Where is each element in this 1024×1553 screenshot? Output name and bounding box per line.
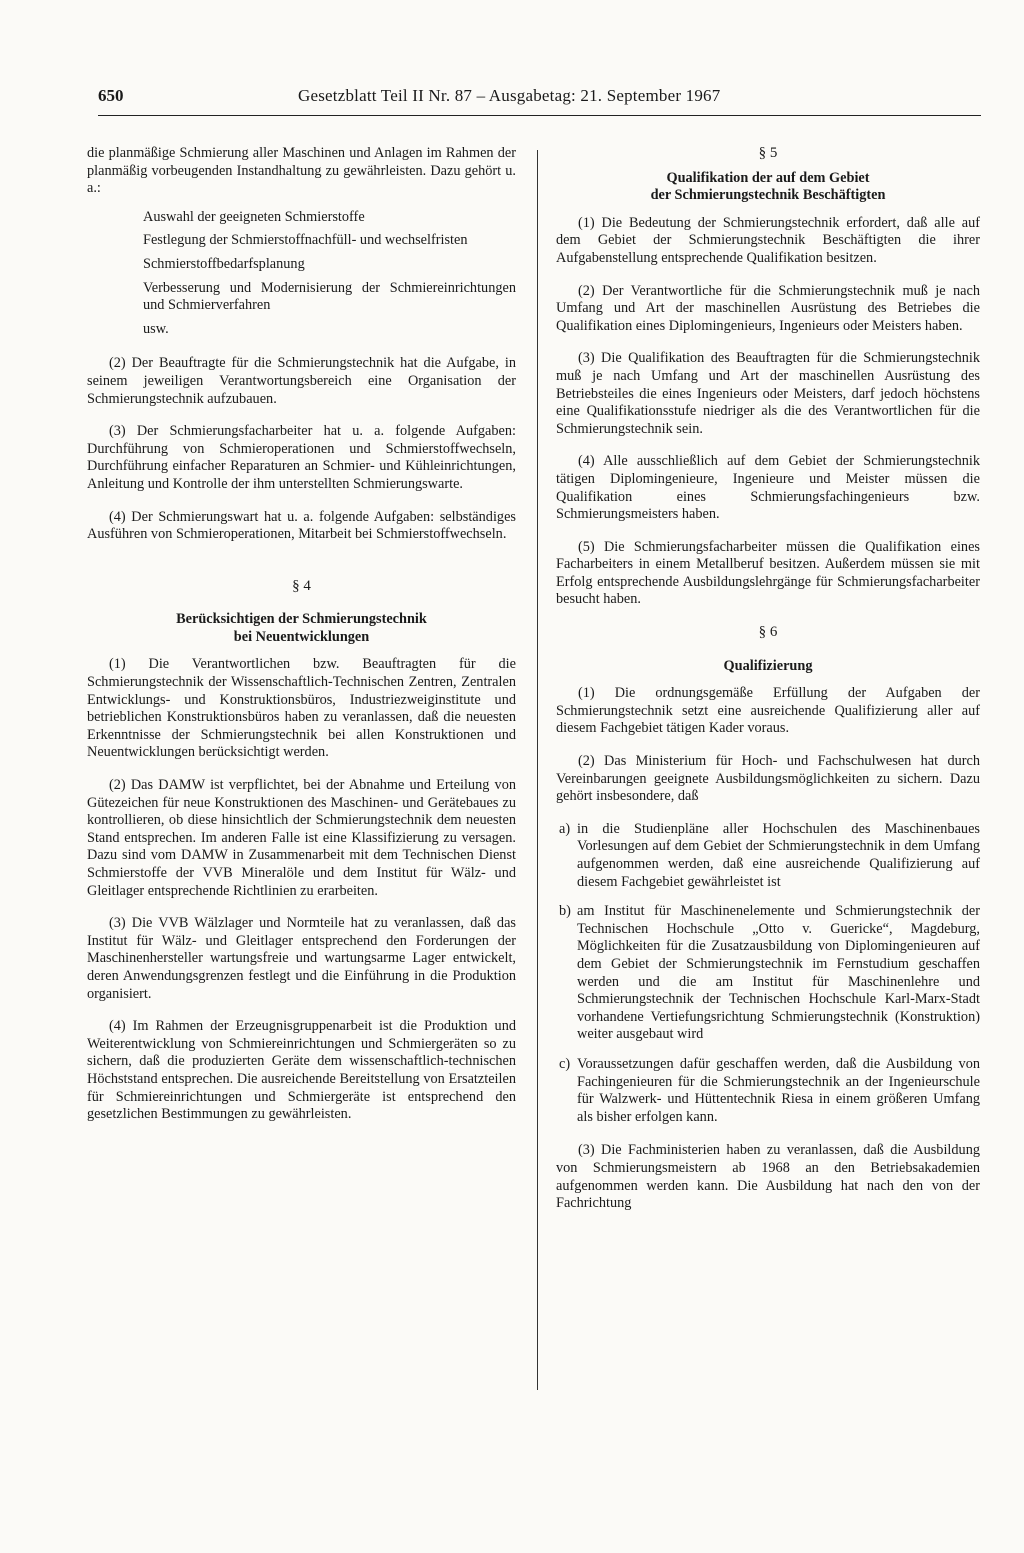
item-label: c) (559, 1055, 571, 1072)
paragraph: (3) Die VVB Wälzlager und Normteile hat zu veranlassen, daß das Institut für Wälz- und Gleitlager entsprechend den Forderungen der Maschinenhersteller wartungsfreie und wartungsarme Lager entwickelt, deren Anwendungsgrenzen festlegt und die Einführung in die Produktion organisiert. (87, 915, 516, 1002)
header-rule (98, 115, 981, 116)
paragraph: (1) Die Verantwortlichen bzw. Beauftragten für die Schmierungstechnik der Wissenschaftlich-Technischen Zentren, Zentralen Entwicklungs- und Konstruktionsbüros, Industriezweiginstitute und betrieblichen Konstruktionsbüros haben zu veranlassen, daß die neuesten Erkenntnisse der Schmierungstechnik bei allen Konstruktionen und Neuentwicklungen berücksichtigt werden. (87, 656, 516, 761)
item-text: in die Studienpläne aller Hochschulen des Maschinenbaues Vorlesungen auf dem Gebiet der Schmierungstechnik in dem Umfang aufgenommen werden, daß eine ausreichende Qualifizierung auf diesem Fachgebiet gewährleistet ist (577, 820, 980, 890)
section-title-line: bei Neuentwicklungen (233, 628, 370, 645)
paragraph: (5) Die Schmierungsfacharbeiter müssen die Qualifikation eines Facharbeiters in einem Metallberuf besitzen. Außerdem müssen sie mit Erfolg entsprechende Ausbildungslehrgänge für Schmierungsfacharbeiter besucht haben. (556, 538, 980, 608)
paragraph: (1) Die Bedeutung der Schmierungstechnik erfordert, daß alle auf dem Gebiet der Schmierungstechnik Beschäftigten die ihrer Aufgabenstellung entsprechende Qualifikation besitzen. (556, 214, 980, 266)
page-number: 650 (98, 86, 124, 105)
list-item: Auswahl der geeigneten Schmierstoffe (143, 208, 365, 225)
paragraph: (2) Das DAMW ist verpflichtet, bei der Abnahme und Erteilung von Gütezeichen für neue Konstruktionen des Maschinen- und Gerätebaues zu kontrollieren, ob diese hinsichtlich der Schmierungstechnik dem neuesten Stand entsprechen. Im anderen Falle ist eine Klassifizierung zu versagen. Dazu sind vom DAMW in Zusammenarbeit mit dem Technischen Dienst Schmierstoffe der VVB Mineralöle und dem Institut für Wälz- und Gleitlager entsprechende Richtlinien zu erarbeiten. (87, 777, 516, 899)
paragraph: (2) Der Beauftragte für die Schmierungstechnik hat die Aufgabe, in seinem jeweiligen Verantwortungsbereich eine Organisation der Schmierungstechnik aufzubauen. (87, 355, 516, 407)
page-header (98, 86, 978, 112)
paragraph: (3) Der Schmierungsfacharbeiter hat u. a. folgende Aufgaben: Durchführung von Schmieroperationen und Schmierstoffwechseln, Durchführung einfacher Reparaturen an Schmier- und Kühleinrichtungen, Anleitung und Kontrolle der ihm unterstellten Schmierungswarte. (87, 423, 516, 492)
section-title (87, 611, 516, 646)
paragraph: (4) Alle ausschließlich auf dem Gebiet der Schmierungstechnik tätigen Diplomingenieure, Ingenieure und Meister müssen die Qualifikation eines Schmierungsfachingenieurs bzw. Schmierungsmeisters haben. (556, 453, 980, 523)
item-text: Voraussetzungen dafür geschaffen werden, daß die Ausbildung von Fachingenieuren für die Schmierungstechnik an der Ingenieurschule für Walzwerk- und Hüttentechnik Riesa in einem größeren Umfang als bisher erfolgen kann. (577, 1055, 980, 1125)
list-item: Verbesserung und Modernisierung der Schmiereinrichtungen und Schmierverfahren (143, 279, 516, 314)
section-number: § 5 (758, 145, 778, 161)
right-column (556, 145, 980, 1228)
paragraph: (3) Die Qualifikation des Beauftragten für die Schmierungstechnik muß je nach Umfang und Art der maschinellen Ausrüstung des Betriebsteiles die eines Ingenieurs oder Meisters, darf jedoch höchstens eine Qualifikationsstufe niedriger als die des Verantwortlichen für die Schmierungstechnik sein. (556, 350, 980, 437)
list-item (556, 1056, 980, 1126)
item-text: am Institut für Maschinenelemente und Schmierungstechnik der Technischen Hochschule „Otto v. Guericke“, Magdeburg, Möglichkeiten für die Zusatzausbildung von Diplomingenieuren auf dem Gebiet der Schmierungstechnik im Fernstudium geschaffen werden und die am Institut für Maschinenlehre und Schmierungstechnik der Technischen Hochschule Karl-Marx-Stadt vorhandene Vertiefungsrichtung Schmierungstechnik (Konstruktion) weiter ausgebaut wird (577, 903, 980, 1043)
paragraph: (2) Das Ministerium für Hoch- und Fachschulwesen hat durch Vereinbarungen geeignete Ausbildungsmöglichkeiten zu sichern. Dazu gehört insbesondere, daß (556, 753, 980, 805)
list-item: usw. (143, 320, 169, 337)
section-number: § 6 (758, 624, 778, 641)
section-title-line: Berücksichtigen der Schmierungstechnik (176, 611, 427, 628)
section-title: Qualifizierung (723, 657, 813, 674)
paragraph: (3) Die Fachministerien haben zu veranlassen, daß die Ausbildung von Schmierungsmeistern ab 1968 an den Betriebsakademien aufgenommen werden kann. Die Ausbildung hat nach den von der Fachrichtung (556, 1142, 980, 1212)
column-divider (537, 150, 538, 1390)
paragraph: (2) Der Verantwortliche für die Schmierungstechnik muß je nach Umfang und Art der maschinellen Ausrüstung des Betriebes die Qualifikation eines Diplomingenieurs, Ingenieurs oder Meisters haben. (556, 282, 980, 334)
paragraph: (1) Die ordnungsgemäße Erfüllung der Aufgaben der Schmierungstechnik setzt eine ausreichende Qualifizierung aller auf diesem Fachgebiet tätigen Kader voraus. (556, 685, 980, 737)
continued-paragraph: die planmäßige Schmierung aller Maschinen und Anlagen im Rahmen der planmäßig vorbeugenden Instandhaltung zu gewährleisten. Dazu gehört u. a.: (87, 145, 516, 197)
left-column (87, 145, 516, 1139)
section-title-line: der Schmierungstechnik Beschäftigten (650, 187, 886, 204)
paragraph: (4) Im Rahmen der Erzeugnisgruppenarbeit ist die Produktion und Weiterentwicklung von Schmiereinrichtungen und Schmiergeräten so zu sichern, daß die produzierten Geräte dem wissenschaftlich-technischen Höchststand entsprechen. Die ausreichende Bereitstellung von Ersatzteilen für Schmiereinrichtungen und Schmiergeräte ist entsprechend den gesetzlichen Bestimmungen zu gewährleisten. (87, 1018, 516, 1123)
list-item (556, 821, 980, 891)
section-title (556, 170, 980, 205)
list-item: Schmierstoffbedarfsplanung (143, 255, 305, 272)
running-head: Gesetzblatt Teil II Nr. 87 – Ausgabetag: 21. September 1967 (298, 86, 721, 105)
section-title-line: Qualifikation der auf dem Gebiet (666, 169, 870, 186)
list-item: Festlegung der Schmierstoffnachfüll- und wechselfristen (143, 232, 468, 249)
paragraph: (4) Der Schmierungswart hat u. a. folgende Aufgaben: selbständiges Ausführen von Schmieroperationen, Mitarbeit bei Schmierstoffwechseln. (87, 508, 516, 543)
item-label: b) (559, 903, 571, 920)
section-number: § 4 (292, 577, 311, 594)
item-label: a) (559, 820, 571, 837)
list-item (556, 903, 980, 1044)
